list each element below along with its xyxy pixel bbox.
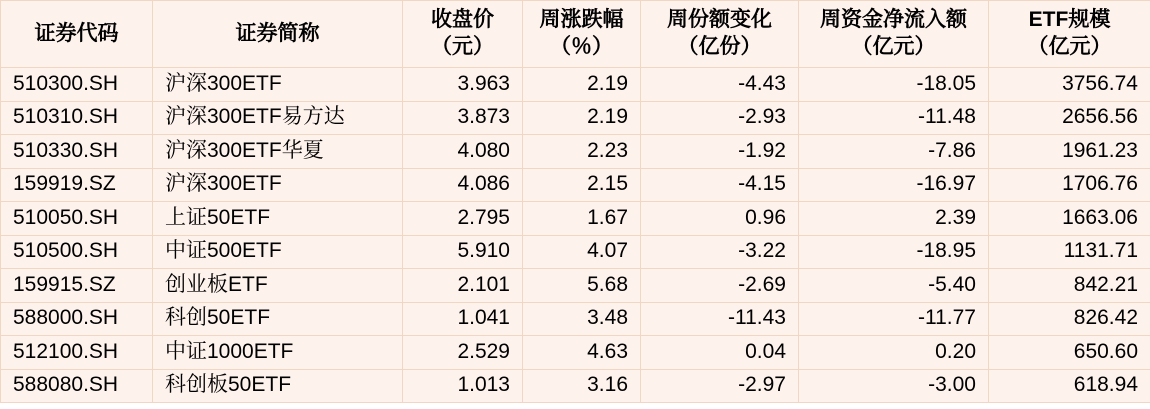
cell-code: 510500.SH: [1, 235, 153, 269]
column-header-close-price-line2: （元）: [431, 35, 494, 58]
column-header-share-change-line1: 周份额变化: [667, 8, 772, 32]
cell-share-change: 0.04: [641, 336, 799, 370]
cell-code: 588000.SH: [1, 302, 153, 336]
cell-etf-scale: 2656.56: [989, 101, 1150, 135]
cell-close-price: 3.963: [403, 68, 523, 102]
cell-net-inflow: -3.00: [799, 369, 989, 403]
cell-etf-scale: 3756.74: [989, 68, 1150, 102]
cell-etf-scale: 1131.71: [989, 235, 1150, 269]
cell-name: 沪深300ETF华夏: [153, 135, 403, 169]
table-row: [1, 68, 1150, 102]
column-header-etf-scale: [989, 1, 1150, 68]
cell-weekly-change: 3.16: [523, 369, 641, 403]
cell-close-price: 2.795: [403, 202, 523, 236]
column-header-net-inflow-line2: （亿元）: [851, 35, 936, 58]
cell-name: 中证1000ETF: [153, 336, 403, 370]
table-row: [1, 168, 1150, 202]
column-header-etf-scale-line1: ETF规模: [1028, 8, 1111, 32]
column-header-net-inflow-line1: 周资金净流入额: [820, 8, 967, 32]
cell-net-inflow: -18.05: [799, 68, 989, 102]
column-header-weekly-change: [523, 1, 641, 68]
cell-weekly-change: 1.67: [523, 202, 641, 236]
cell-etf-scale: 1663.06: [989, 202, 1150, 236]
cell-code: 510300.SH: [1, 68, 153, 102]
cell-name: 沪深300ETF易方达: [153, 101, 403, 135]
cell-share-change: -4.43: [641, 68, 799, 102]
cell-weekly-change: 4.63: [523, 336, 641, 370]
cell-net-inflow: -11.48: [799, 101, 989, 135]
cell-code: 510330.SH: [1, 135, 153, 169]
cell-close-price: 3.873: [403, 101, 523, 135]
column-header-share-change: [641, 1, 799, 68]
column-header-net-inflow: [799, 1, 989, 68]
cell-net-inflow: 0.20: [799, 336, 989, 370]
cell-net-inflow: -18.95: [799, 235, 989, 269]
cell-weekly-change: 5.68: [523, 269, 641, 303]
table-header-row: [1, 1, 1150, 68]
cell-etf-scale: 650.60: [989, 336, 1150, 370]
table-body: [1, 68, 1150, 403]
cell-etf-scale: 1961.23: [989, 135, 1150, 169]
cell-share-change: -1.92: [641, 135, 799, 169]
column-header-name-line1: 证券简称: [235, 21, 320, 45]
cell-name: 上证50ETF: [153, 202, 403, 236]
cell-weekly-change: 2.23: [523, 135, 641, 169]
cell-code: 510050.SH: [1, 202, 153, 236]
cell-share-change: -11.43: [641, 302, 799, 336]
table-row: [1, 101, 1150, 135]
cell-net-inflow: -7.86: [799, 135, 989, 169]
table-row: [1, 135, 1150, 169]
cell-share-change: -4.15: [641, 168, 799, 202]
cell-etf-scale: 618.94: [989, 369, 1150, 403]
cell-code: 159919.SZ: [1, 168, 153, 202]
column-header-close-price-line1: 收盘价: [431, 8, 494, 32]
cell-name: 中证500ETF: [153, 235, 403, 269]
table-row: [1, 235, 1150, 269]
cell-weekly-change: 2.15: [523, 168, 641, 202]
cell-net-inflow: -5.40: [799, 269, 989, 303]
column-header-etf-scale-line2: （亿元）: [1027, 35, 1112, 58]
column-header-weekly-change-line1: 周涨跌幅: [539, 8, 624, 32]
cell-close-price: 2.101: [403, 269, 523, 303]
table-header: [1, 1, 1150, 68]
column-header-share-change-line2: （亿份）: [677, 35, 762, 58]
cell-name: 科创板50ETF: [153, 369, 403, 403]
column-header-code: [1, 1, 153, 68]
table-row: [1, 336, 1150, 370]
cell-close-price: 1.013: [403, 369, 523, 403]
cell-weekly-change: 2.19: [523, 101, 641, 135]
table-row: [1, 269, 1150, 303]
cell-weekly-change: 3.48: [523, 302, 641, 336]
cell-share-change: -2.93: [641, 101, 799, 135]
cell-name: 创业板ETF: [153, 269, 403, 303]
table-row: [1, 369, 1150, 403]
cell-etf-scale: 1706.76: [989, 168, 1150, 202]
table-row: [1, 302, 1150, 336]
cell-net-inflow: 2.39: [799, 202, 989, 236]
table-row: [1, 202, 1150, 236]
cell-code: 159915.SZ: [1, 269, 153, 303]
cell-close-price: 4.080: [403, 135, 523, 169]
column-header-close-price: [403, 1, 523, 68]
cell-share-change: -2.97: [641, 369, 799, 403]
cell-close-price: 4.086: [403, 168, 523, 202]
column-header-code-line1: 证券代码: [34, 21, 119, 45]
cell-net-inflow: -11.77: [799, 302, 989, 336]
cell-code: 510310.SH: [1, 101, 153, 135]
cell-close-price: 5.910: [403, 235, 523, 269]
cell-weekly-change: 4.07: [523, 235, 641, 269]
cell-share-change: -2.69: [641, 269, 799, 303]
cell-weekly-change: 2.19: [523, 68, 641, 102]
cell-code: 512100.SH: [1, 336, 153, 370]
column-header-weekly-change-line2: （％）: [550, 35, 613, 58]
cell-etf-scale: 842.21: [989, 269, 1150, 303]
cell-code: 588080.SH: [1, 369, 153, 403]
cell-share-change: -3.22: [641, 235, 799, 269]
cell-name: 沪深300ETF: [153, 68, 403, 102]
column-header-name: [153, 1, 403, 68]
cell-etf-scale: 826.42: [989, 302, 1150, 336]
cell-name: 沪深300ETF: [153, 168, 403, 202]
cell-close-price: 1.041: [403, 302, 523, 336]
cell-name: 科创50ETF: [153, 302, 403, 336]
cell-close-price: 2.529: [403, 336, 523, 370]
cell-share-change: 0.96: [641, 202, 799, 236]
cell-net-inflow: -16.97: [799, 168, 989, 202]
